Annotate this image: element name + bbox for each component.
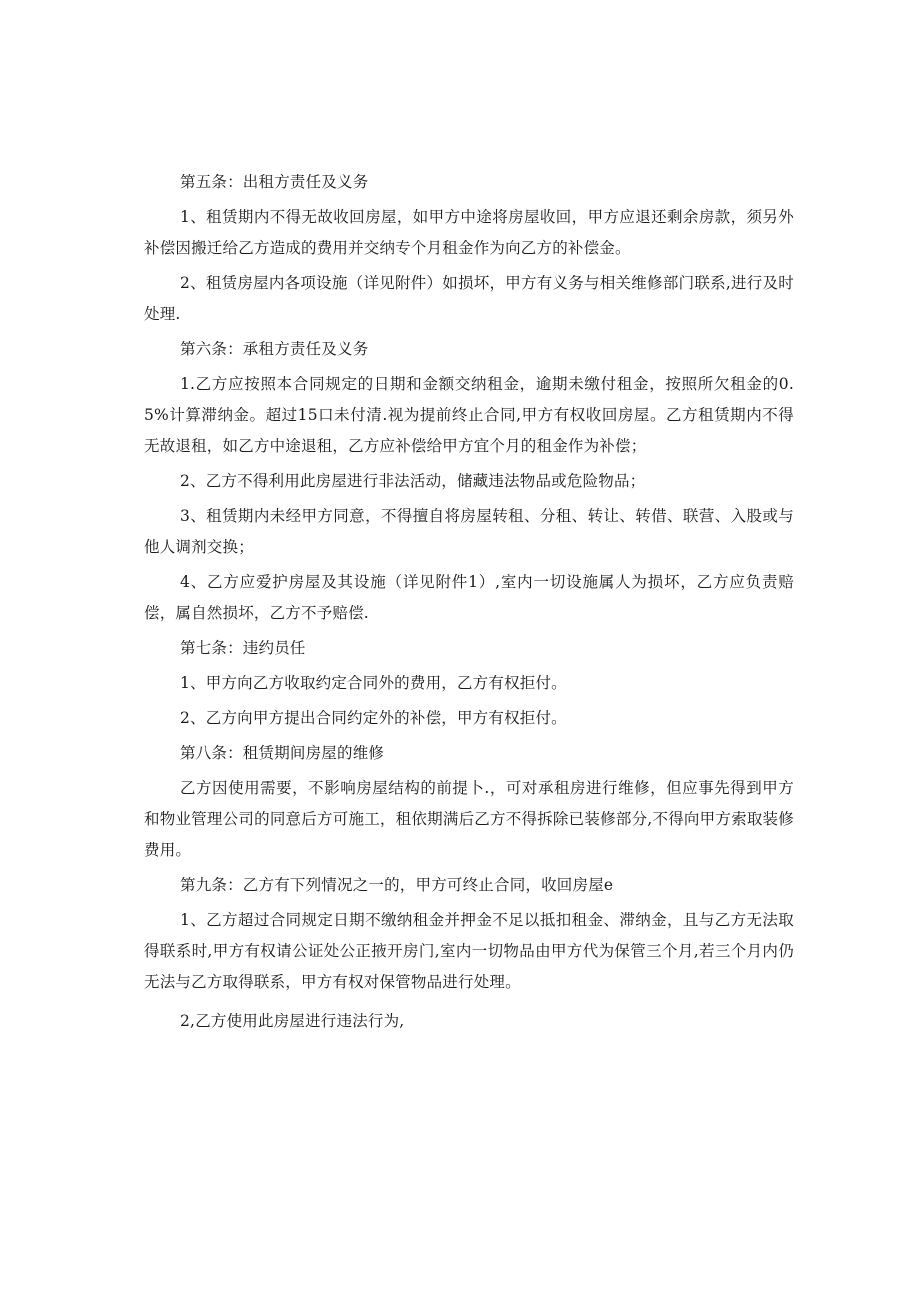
article-5-heading: 第五条：出租方责任及义务 <box>180 173 369 191</box>
article-6-heading: 第六条：承租方责任及义务 <box>180 340 369 358</box>
article-7-clause-1: 1、甲方向乙方收取约定合同外的费用，乙方有权拒付。 <box>180 674 567 692</box>
article-9-clause-1: 1、乙方超过合同规定日期不缴纳租金并押金不足以抵扣租金、滞纳金，且与乙方无法取得联系时,甲方有权请公证处公正掖开房门,室内一切物品由甲方代为保管三个月,若三个月内仍无法与乙方取得联系，甲方有权对保管物品进行处理。 <box>144 911 794 991</box>
article-6-clause-1: 1.乙方应按照本合同规定的日期和金额交纳租金，逾期未缴付租金，按照所欠租金的0.5%计算滞纳金。超过15口未付清.视为提前终止合同,甲方有权收回房屋。乙方租赁期内不得无故退租，如乙方中途退租，乙方应补偿给甲方宜个月的租金作为补偿； <box>144 375 794 455</box>
article-7-heading: 第七条：违约员任 <box>180 639 306 657</box>
article-8-body: 乙方因使用需要，不影响房屋结构的前提卜.，可对承租房进行维修，但应事先得到甲方和物业管理公司的同意后方可施工，租依期满后乙方不得拆除已装修部分,不得向甲方索取装修费用。 <box>144 779 794 859</box>
article-6-clause-4: 4、乙方应爱护房屋及其设施（详见附件1）,室内一切设施属人为损坏，乙方应负责赔偿，属自然损坏，乙方不予赔偿. <box>144 573 794 622</box>
document-body <box>144 167 794 1037</box>
article-9-heading: 第九条：乙方有下列情况之一的，甲方可终止合同，收回房屋e <box>180 876 614 894</box>
article-5-clause-1: 1、租赁期内不得无故收回房屋，如甲方中途将房屋收回，甲方应退还剩余房款，须另外补偿因搬迁给乙方造成的费用并交纳专个月租金作为向乙方的补偿金。 <box>144 208 794 257</box>
article-6-clause-2: 2、乙方不得利用此房屋进行非法活动，储藏违法物品或危险物品； <box>180 472 646 490</box>
article-6-clause-3: 3、租赁期内未经甲方同意，不得擅自将房屋转租、分租、转让、转借、联营、入股或与他人调剂交换； <box>144 507 794 556</box>
article-7-clause-2: 2、乙方向甲方提出合同约定外的补偿，甲方有权拒付。 <box>180 709 567 727</box>
article-9-clause-2: 2,乙方使用此房屋进行违法行为, <box>180 1012 405 1030</box>
article-8-heading: 第八条：租赁期间房屋的维修 <box>180 744 385 762</box>
article-5-clause-2: 2、租赁房屋内各项设施（详见附件）如损坏，甲方有义务与相关维修部门联系,进行及时处理. <box>144 274 794 323</box>
